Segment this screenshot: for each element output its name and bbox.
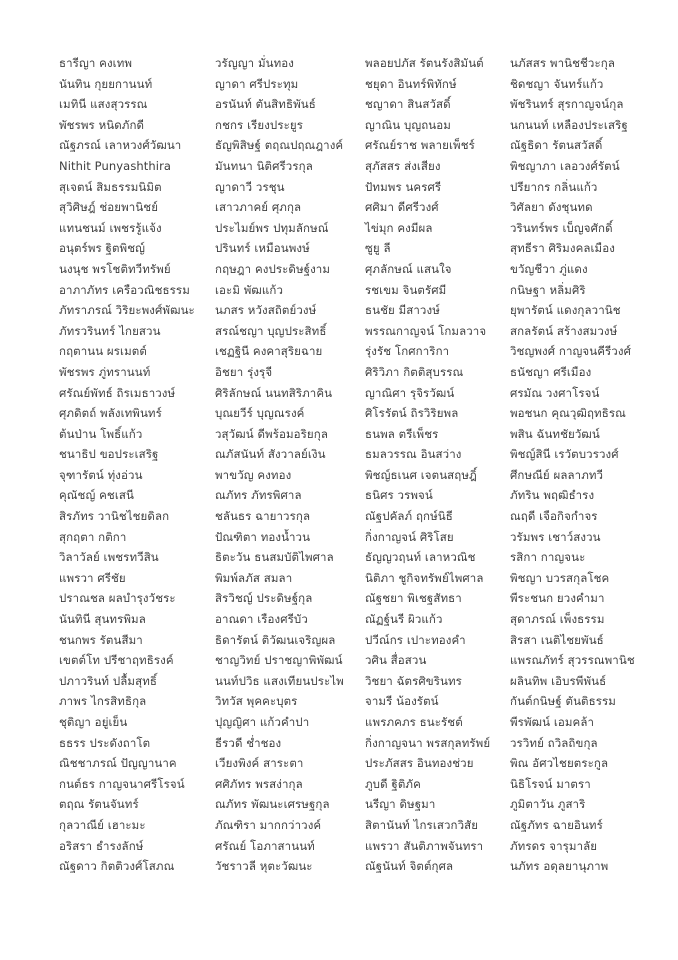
name-item: ภัทราภรณ์ วิริยะพงศ์พัฒนะ bbox=[59, 303, 195, 318]
name-item: ปราณชล ผลบำรุงวัชระ bbox=[59, 591, 176, 606]
name-item: ปวีณ์กร เปาะทองคำ bbox=[365, 632, 466, 647]
name-item: นิติภา ชูกิจทรัพย์ไพศาล bbox=[365, 570, 484, 585]
name-item: นิธิโรจน์ มาตรา bbox=[510, 776, 591, 791]
name-item: ณภัทร ภัทรพิศาล bbox=[215, 488, 302, 503]
name-item: ศึกษณีย์ ผลลาภทวี bbox=[510, 467, 604, 482]
name-item: พิชญ์สินี เรวัตบวรวงศ์ bbox=[510, 447, 619, 462]
name-item: ปัทมพร นครศรี bbox=[365, 179, 442, 194]
name-item: ภัทริน พฤฒิธำรง bbox=[510, 488, 595, 503]
name-item: ศรัณย์ราช พลายเพ็ชร์ bbox=[365, 138, 475, 153]
name-item: ญาณิศา รุจิรวัฒน์ bbox=[365, 385, 455, 400]
name-item: ญาณิน บุญถนอม bbox=[365, 117, 451, 132]
name-item: วิชยา ฉัตรศิขรินทร bbox=[365, 673, 462, 688]
name-item: แพรภคภร ธนะรัชต์ bbox=[365, 715, 463, 729]
name-item: นภัทร อดุลยานุภาพ bbox=[510, 859, 609, 874]
name-item: สุภัสสร ส่งเสียง bbox=[365, 158, 441, 173]
name-item: ศรัณย์พัทธ์ ถิรเมธาวงษ์ bbox=[59, 385, 176, 400]
name-item: อรนันท์ ตันสิทธิพันธ์ bbox=[215, 97, 316, 112]
name-item: ธิตะวัน ธนสมบัติไพศาล bbox=[215, 550, 334, 565]
name-item: ธีรวดี ช่ำชอง bbox=[215, 735, 282, 750]
name-item: ชาญวิทย์ ปราชญาพิพัฒน์ bbox=[215, 653, 343, 668]
name-item: พิมพ์ลภัส สมลา bbox=[215, 570, 293, 585]
name-item: ปรินทร์ เหมือนพงษ์ bbox=[215, 241, 310, 256]
name-item: ญาดาวี วรชุน bbox=[215, 179, 285, 194]
name-item: ณัฐนันท์ จิตต์กุศล bbox=[365, 859, 454, 874]
name-item: อริสรา ธำรงลักษ์ bbox=[59, 838, 144, 853]
name-item: มันทนา นิติศรีวรกุล bbox=[215, 158, 313, 173]
name-item: ภัทรดร จารุมาลัย bbox=[510, 838, 598, 853]
name-item: พีรพัฒน์ เอมคล้า bbox=[510, 715, 595, 729]
name-item: ณิชชาภรณ์ ปัญญานาค bbox=[59, 756, 177, 771]
name-item: พิชญาภา เลอวงศ์รัตน์ bbox=[510, 158, 620, 173]
name-item: เอะมิ พัฒแก้ว bbox=[215, 282, 284, 297]
name-item: ณัฐดาว กิตติวงศ์โสภณ bbox=[59, 859, 175, 874]
name-item: สิรวิชญ์ ประดิษฐ์กุล bbox=[215, 591, 313, 606]
name-item: ศรัณย์ โอภาสานนท์ bbox=[215, 838, 315, 853]
name-item: วิชญพงศ์ กาญจนคีรีวงศ์ bbox=[510, 344, 631, 359]
name-item: กนิษฐา หลิ่มศิริ bbox=[510, 282, 586, 297]
name-item: ชนาธิป ขอประเสริฐ bbox=[59, 447, 159, 462]
name-item: แพรณภัทร์ สุวรรณพานิช bbox=[510, 653, 635, 668]
name-item: ณัฐชยา พิเชฐสัทธา bbox=[365, 591, 462, 606]
name-item: กิ่งกาญจนา พรสกุลทรัพย์ bbox=[365, 735, 491, 750]
name-item: ศศิมา ดีศรีวงศ์ bbox=[365, 200, 439, 215]
name-item: รชเขม จินตรัศมี bbox=[365, 282, 447, 297]
name-item: วิทวัส พุคคะบุตร bbox=[215, 694, 298, 709]
name-item: นันทินี สุนทรพิมล bbox=[59, 612, 146, 627]
name-item: ตฤณ รัตนจันทร์ bbox=[59, 797, 139, 812]
name-item: ศรมัณ วงศาโรจน์ bbox=[510, 385, 600, 400]
name-item: แพรวา สันติภาพจันทรา bbox=[365, 838, 484, 853]
name-item: จุฑารัตน์ ทุ่งอ่วน bbox=[59, 467, 143, 482]
name-item: พิชญา บวรสกุลโชค bbox=[510, 570, 610, 585]
name-item: วิศัลยา ดังชุนทด bbox=[510, 200, 593, 215]
name-item: นกนนท์ เหลืองประเสริฐ bbox=[510, 117, 628, 132]
name-item: สกลรัตน์ สร้างสมวงษ์ bbox=[510, 323, 618, 338]
name-item: วศิน สื่อสวน bbox=[365, 653, 427, 668]
name-item: ชญาดา สินสวัสดิ์ bbox=[365, 97, 451, 112]
name-item: พีระชนก ยวงคำมา bbox=[510, 591, 605, 606]
name-item: รุ่งรัช โกศการิกา bbox=[365, 344, 450, 359]
name-item: คุณัชญ์ คชเสนี bbox=[59, 488, 134, 503]
name-item: ธมลวรรณ อินสว่าง bbox=[365, 447, 462, 462]
name-item: ชนกพร รัตนสีมา bbox=[59, 632, 143, 647]
name-item: วรินทร์พร เบ็ญจศักดิ์ bbox=[510, 220, 613, 235]
name-item: ธนิศร วรพจน์ bbox=[365, 488, 433, 503]
name-item: ณฤดี เจือกิจกำจร bbox=[510, 509, 598, 524]
name-item: ชยุดา อินทร์พิทักษ์ bbox=[365, 76, 457, 91]
name-item: สุทธีรา ศิริมงคลเมือง bbox=[510, 241, 615, 256]
name-item: จามรี น้องรัตน์ bbox=[365, 694, 439, 709]
name-item: รสิกา กาญจนะ bbox=[510, 550, 586, 565]
name-item: บุณยวีร์ บุญณรงค์ bbox=[215, 406, 305, 421]
name-item: ศุภลักษณ์ แสนใจ bbox=[365, 261, 452, 276]
name-item: พรรณกาญจน์ โกมลวาจ bbox=[365, 323, 487, 338]
name-item: เวียงพิงค์ สาระตา bbox=[215, 756, 304, 771]
name-item: พิชญ์ธเนศ เจตนสฤษฎิ์ bbox=[365, 467, 477, 482]
name-item: ธัญญวฤนท์ เลาหวณิช bbox=[365, 550, 476, 565]
name-item: พาขวัญ คงทอง bbox=[215, 467, 292, 482]
name-item: นันทิน กุยยกานนท์ bbox=[59, 76, 153, 91]
name-item: ธารีญา คงเทพ bbox=[59, 56, 133, 70]
name-item: ปุญญิศา แก้วคำปา bbox=[215, 715, 310, 729]
name-item: ศิโรรัตน์ ถิรวิริยพล bbox=[365, 406, 459, 421]
name-item: ศุภดิตถ์ พลังเทพินทร์ bbox=[59, 406, 162, 421]
name-item: ยุพารัตน์ แดงกุลวานิช bbox=[510, 303, 621, 318]
name-item: พลอยปภัส รัตนรังสิมันต์ bbox=[365, 56, 484, 70]
name-item: วัชราวลี หุตะวัฒนะ bbox=[215, 859, 313, 874]
name-item: พัชรพร ภู่ทรานนท์ bbox=[59, 364, 151, 379]
name-item: ณัฐภรณ์ เลาหวงศ์วัฒนา bbox=[59, 138, 182, 153]
name-item: เมทินี แสงสุวรรณ bbox=[59, 97, 148, 112]
name-item: ภูบดี ฐิติภัค bbox=[365, 776, 421, 791]
name-item: พอชนก คุณวุฒิฤทธิรณ bbox=[510, 406, 626, 421]
name-item: แพรวา ศรีชัย bbox=[59, 570, 126, 585]
name-item: ธธรร ประดังถาโต bbox=[59, 735, 151, 750]
name-item: พัชรินทร์ สุรกาญจน์กุล bbox=[510, 97, 624, 112]
name-item: ณัฐธิดา รัตนสวัสดิ์ bbox=[510, 138, 603, 153]
name-item: เขตต์โท ปรีชาฤทธิรงค์ bbox=[59, 653, 174, 668]
name-item: กุลวาณีย์ เฮาะมะ bbox=[59, 817, 146, 832]
name-item: ธนพล ตรีเพ็ชร bbox=[365, 426, 439, 441]
name-item: อิชยา รุ่งรุจี bbox=[215, 364, 273, 379]
name-item: นภสร หวังสถิตย์วงษ์ bbox=[215, 303, 317, 318]
name-item: ปัณฑิตา ทองน้ำวน bbox=[215, 529, 311, 544]
name-item: วรัมพร เชาว์สงวน bbox=[510, 529, 601, 544]
name-item: ภูมิตาวัน ภูสาริ bbox=[510, 797, 586, 812]
name-item: ญาดา ศรีประทุม bbox=[215, 76, 299, 91]
name-item: ผลินทิพ เอิบรพีพันธ์ bbox=[510, 673, 607, 688]
name-list bbox=[59, 53, 672, 877]
name-item: สุเจตน์ สิมธรรมนิมิต bbox=[59, 179, 162, 194]
name-item: แทนชนม์ เพชรรู้แจ้ง bbox=[59, 220, 162, 235]
name-item: เชฏฐินี คงคาสุริยฉาย bbox=[215, 344, 323, 359]
name-item: ศิริวิภา กิตติสุบรรณ bbox=[365, 364, 464, 379]
name-item: นงนุช พรโชติทวีทรัพย์ bbox=[59, 261, 171, 276]
name-item: กันต์กนิษฐ์ ตันติธรรม bbox=[510, 694, 616, 709]
name-item: อาณดา เรืองศรีบัว bbox=[215, 612, 308, 627]
name-item: ขวัญชีวา ภู่แดง bbox=[510, 261, 588, 276]
name-item: ธิดารัตน์ ติวัฒนเจริญผล bbox=[215, 632, 336, 647]
name-item: ต้นป่าน โพธิ์แก้ว bbox=[59, 426, 143, 441]
name-item: พัชรพร หนิดภักดี bbox=[59, 117, 145, 132]
name-item: กิ่งกาญจน์ ศิริโสย bbox=[365, 529, 454, 544]
name-item: อาภาภัทร เครือวณิชธรรม bbox=[59, 282, 190, 297]
name-item: วสุวัฒน์ ดีพร้อมอริยกุล bbox=[215, 426, 328, 441]
name-item: ภัณฑิรา มากกว่าวงค์ bbox=[215, 817, 322, 832]
name-item: วรวิทย์ ถวิลถิขกุล bbox=[510, 735, 598, 750]
name-item: ภาพร ไกรสิทธิกุล bbox=[59, 694, 147, 709]
name-item: ปรียากร กลิ่นแก้ว bbox=[510, 179, 598, 194]
name-item: นภัสสร พานิชชีวะกุล bbox=[510, 56, 615, 70]
name-item: ซูยู ลี bbox=[365, 241, 391, 256]
name-item: สุดาภรณ์ เพ็งธรรม bbox=[510, 612, 605, 627]
name-item: พิณ อัศวไชยตระกูล bbox=[510, 756, 609, 771]
name-item: วิลาวัลย์ เพชรทวีสิน bbox=[59, 550, 159, 565]
name-item: ชลันธร ฉายาวรกุล bbox=[215, 509, 311, 524]
name-item: วรัญญา มั่นทอง bbox=[215, 56, 294, 70]
name-item: สิตานันท์ ไกรเสวกวิสัย bbox=[365, 817, 479, 832]
name-item: นนท์ปวิธ แสงเทียนประไพ bbox=[215, 673, 344, 688]
name-item: สุกฤตา กติกา bbox=[59, 529, 127, 544]
name-item: เสาวภาคย์ ศุภกุล bbox=[215, 200, 302, 215]
name-item: ศิริลักษณ์ นนทสิริภาคิน bbox=[215, 385, 333, 400]
name-item: ธัญพิสิษฐ์ ตฤณปฤณฎางค์ bbox=[215, 138, 344, 153]
name-item: ธนัชญา ศรีเมือง bbox=[510, 364, 592, 379]
name-item: กฤษฎา คงประดิษฐ์งาม bbox=[215, 261, 331, 276]
name-item: กชกร เรียงประยูร bbox=[215, 117, 303, 132]
name-item: ศศิภัทร พรสง่ากุล bbox=[215, 776, 303, 791]
name-item: ประไมย์พร ปทุมลักษณ์ bbox=[215, 220, 329, 235]
name-item: ปภาวรินท์ ปลื้มสุทธิ์ bbox=[59, 673, 158, 688]
name-item: ณัฐปคัลภ์ ฤกษ์นิธี bbox=[365, 509, 453, 524]
name-item: ประภัสสร อินทองช่วย bbox=[365, 756, 474, 771]
name-item: ณภัทร พัฒนะเศรษฐกุล bbox=[215, 797, 330, 812]
name-item: กฤตานน ผรเมตต์ bbox=[59, 344, 147, 359]
name-item: ชุติญา อยู่เย็น bbox=[59, 715, 128, 729]
name-item: พสิน ฉันทชัยวัฒน์ bbox=[510, 426, 600, 441]
name-item: ชิดชญา จันทร์แก้ว bbox=[510, 76, 604, 91]
name-item: นรีญา ดิษฐมา bbox=[365, 797, 436, 812]
name-item: สิรภัทร วานิชไชยดิลก bbox=[59, 509, 170, 524]
name-item: สุวิศิษฎ์ ช่อยพานิชย์ bbox=[59, 200, 159, 215]
name-item: ณภัสนันท์ สังวาลย์เงิน bbox=[215, 447, 326, 462]
name-item: ณัฏฐ์นรี ผิวแก้ว bbox=[365, 612, 443, 627]
name-item: กนต์ธร กาญจนาศรีโรจน์ bbox=[59, 776, 185, 791]
name-item: ไข่มุก คงมีผล bbox=[365, 220, 433, 235]
name-item: ณัฐภัทร ฉายอินทร์ bbox=[510, 817, 603, 832]
name-item: สิรสา เนติไชยพันธ์ bbox=[510, 632, 604, 647]
name-item: อนุตร์พร ฐิตพิชญ์ bbox=[59, 241, 146, 256]
name-item: ภัทรวรินทร์ ไกยสวน bbox=[59, 323, 161, 338]
name-item: ธนชัย มีสาวงษ์ bbox=[365, 303, 440, 318]
name-item: สรณ์ชญา บุญประสิทธิ์ bbox=[215, 323, 327, 338]
name-item: Nithit Punyashthira bbox=[59, 158, 172, 173]
